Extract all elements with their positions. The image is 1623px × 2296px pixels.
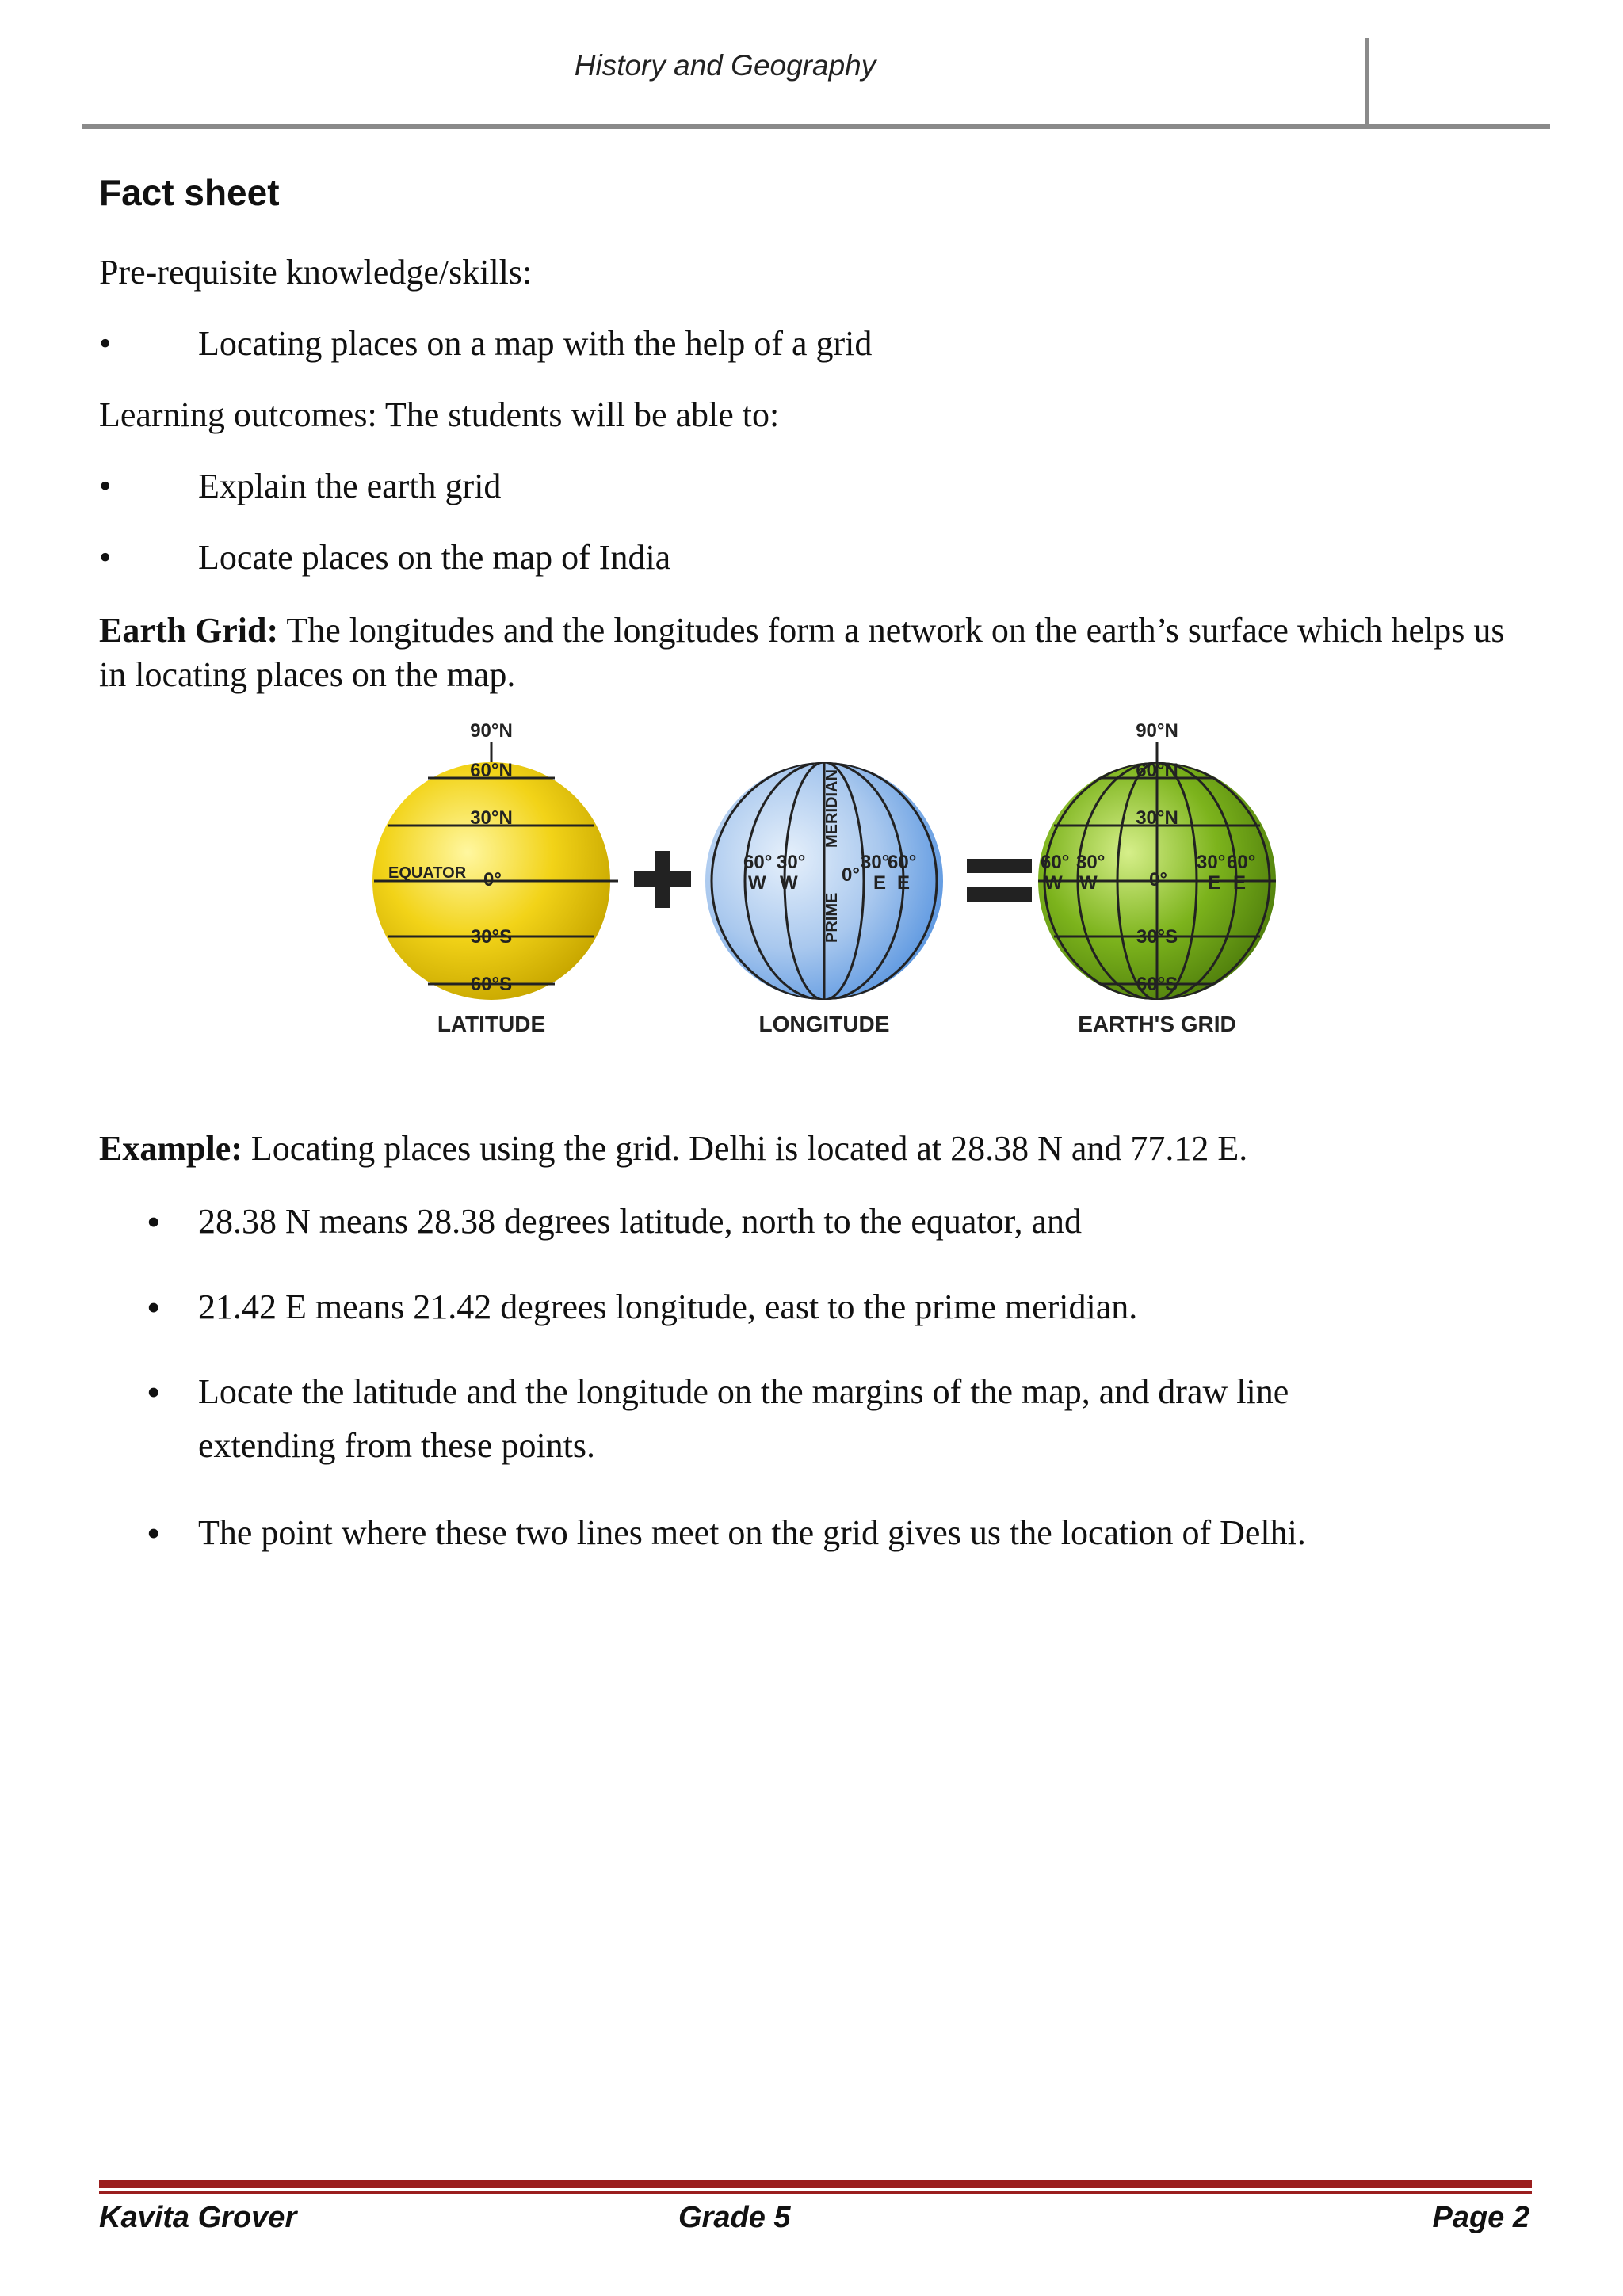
grid-label-0: 0° xyxy=(1149,869,1167,891)
lon-label-w1: W xyxy=(748,872,766,894)
example-item: 28.38 N means 28.38 degrees latitude, north to the equator, and xyxy=(198,1202,1083,1241)
bullet-marker: • xyxy=(147,1199,161,1244)
lat-caption: LATITUDE xyxy=(437,1012,546,1036)
outcomes-heading: Learning outcomes: The students will be able to: xyxy=(99,395,780,434)
bullet-marker: • xyxy=(99,538,112,577)
lat-label-30n: 30°N xyxy=(470,807,513,829)
grid-label-90n: 90°N xyxy=(1136,720,1178,742)
prerequisite-item: Locating places on a map with the help of a grid xyxy=(198,324,873,363)
grid-label-e2: E xyxy=(1233,872,1247,894)
bullet-marker: • xyxy=(99,324,112,363)
lat-label-equator: EQUATOR xyxy=(388,864,467,882)
bullet-marker: • xyxy=(147,1511,161,1555)
earth-grid-paragraph xyxy=(99,608,1526,697)
bullet-marker: • xyxy=(147,1285,161,1329)
footer-rule xyxy=(99,2180,1532,2188)
footer-grade: Grade 5 xyxy=(678,2201,791,2234)
grid-label-w2: W xyxy=(1079,872,1098,894)
header-horizontal-rule xyxy=(82,124,1550,129)
grid-label-30w: 30° xyxy=(1076,852,1106,873)
lat-label-0: 0° xyxy=(483,869,502,891)
lon-label-0: 0° xyxy=(842,864,860,886)
grid-label-30s: 30°S xyxy=(1136,926,1178,948)
earth-grid-figure xyxy=(372,713,1292,1046)
header-vertical-rule xyxy=(1365,38,1369,125)
lat-label-30s: 30°S xyxy=(470,926,513,948)
earth-grid-text: The longitudes and the longitudes form a network on the earth’s surface which helps us in locating places on the map. xyxy=(99,611,1505,694)
example-label: Example: xyxy=(99,1129,242,1168)
grid-label-e1: E xyxy=(1208,872,1221,894)
lon-label-30e: 30° xyxy=(861,852,890,873)
grid-label-60n: 60°N xyxy=(1136,760,1178,781)
lon-label-w2: W xyxy=(780,872,798,894)
grid-label-60e: 60° xyxy=(1227,852,1256,873)
grid-label-30e: 30° xyxy=(1197,852,1226,873)
example-item: The point where these two lines meet on the grid gives us the location of Delhi. xyxy=(198,1513,1306,1552)
footer-page: Page 2 xyxy=(1432,2201,1529,2234)
grid-caption: EARTH'S GRID xyxy=(1078,1012,1236,1036)
lon-label-60e: 60° xyxy=(888,852,917,873)
footer-author: Kavita Grover xyxy=(99,2201,297,2234)
example-paragraph xyxy=(99,1127,1526,1171)
earth-grid-label: Earth Grid: xyxy=(99,611,279,650)
lon-label-prime: PRIME xyxy=(823,892,841,943)
grid-label-60w: 60° xyxy=(1041,852,1070,873)
lon-label-meridian: MERIDIAN xyxy=(823,769,841,848)
example-text: Locating places using the grid. Delhi is located at 28.38 N and 77.12 E. xyxy=(242,1129,1248,1168)
lon-label-e2: E xyxy=(897,872,911,894)
lon-label-30w: 30° xyxy=(777,852,806,873)
lat-label-60n: 60°N xyxy=(470,760,513,781)
grid-label-30n: 30°N xyxy=(1136,807,1178,829)
lon-caption: LONGITUDE xyxy=(758,1012,890,1036)
header-title: History and Geography xyxy=(574,49,876,82)
outcome-item: Locate places on the map of India xyxy=(198,538,671,577)
bullet-marker: • xyxy=(147,1370,161,1414)
footer-rule-thin xyxy=(99,2191,1532,2194)
section-title: Fact sheet xyxy=(99,172,280,213)
earth-grid-illustration xyxy=(372,713,1292,1046)
bullet-marker: • xyxy=(99,467,112,505)
example-item: Locate the latitude and the longitude on the margins of the map, and draw line extending from these points. xyxy=(198,1372,1289,1465)
lat-label-90n: 90°N xyxy=(470,720,513,742)
equals-sign xyxy=(967,859,1032,873)
lon-label-e1: E xyxy=(873,872,887,894)
lat-label-60s: 60°S xyxy=(470,974,513,995)
prerequisite-heading: Pre-requisite knowledge/skills: xyxy=(99,253,533,292)
example-item: 21.42 E means 21.42 degrees longitude, east to the prime meridian. xyxy=(198,1287,1138,1326)
grid-label-60s: 60°S xyxy=(1136,974,1178,995)
outcome-item: Explain the earth grid xyxy=(198,467,502,505)
lon-label-60w: 60° xyxy=(743,852,773,873)
grid-label-w1: W xyxy=(1044,872,1063,894)
